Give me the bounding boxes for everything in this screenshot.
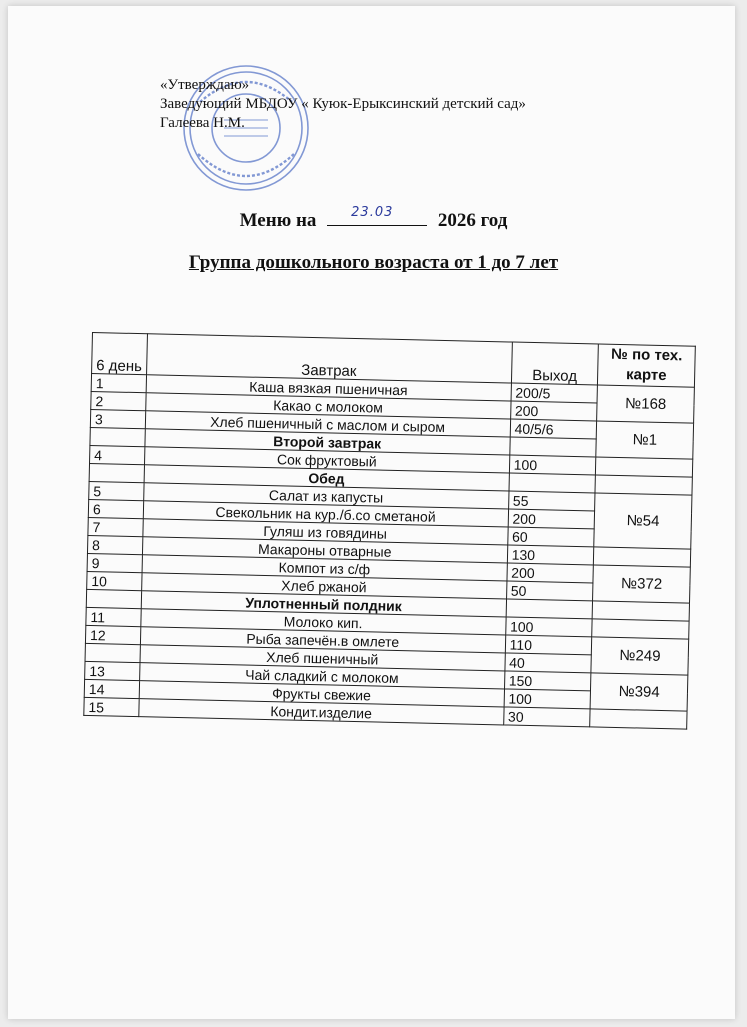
dish-name: Фрукты свежие: [139, 681, 504, 707]
table-body: [84, 374, 695, 730]
card-number: [592, 601, 689, 621]
output-value: 110: [505, 635, 592, 655]
output-value: 200: [510, 401, 597, 421]
output-value: 200: [507, 563, 594, 583]
row-number: 8: [87, 535, 142, 554]
row-number: [89, 463, 144, 482]
output-value: 55: [508, 491, 595, 511]
output-value: 130: [507, 545, 594, 565]
row-number: 4: [90, 445, 145, 464]
output-value: 200/5: [511, 383, 598, 403]
output-value: 60: [507, 527, 594, 547]
row-number: 6: [88, 499, 143, 518]
dish-name: Уплотненный полдник: [141, 591, 506, 617]
card-number: №372: [593, 565, 690, 603]
date-field: [327, 207, 427, 226]
card-number: [595, 475, 692, 495]
row-number: 3: [90, 409, 145, 428]
menu-year: 2026 год: [437, 210, 508, 231]
approval-line-1: «Утверждаю»: [160, 77, 250, 93]
dish-name: Хлеб пшеничный: [140, 645, 505, 671]
output-value: 40/5/6: [510, 419, 597, 439]
row-number: 1: [91, 374, 146, 393]
output-value: 30: [503, 707, 590, 727]
dish-name: Чай сладкий с молоком: [139, 663, 504, 689]
output-value: [506, 599, 593, 619]
header-output: Выход: [511, 342, 599, 385]
row-number: 12: [85, 625, 140, 644]
row-number: [85, 643, 140, 662]
dish-name: Гуляш из говядины: [143, 519, 508, 545]
dish-name: Кондит.изделие: [138, 699, 503, 725]
card-number: №249: [591, 637, 688, 675]
row-number: 7: [88, 517, 143, 536]
card-number: №168: [597, 385, 694, 423]
row-number: 15: [84, 697, 139, 716]
row-number: [90, 427, 145, 446]
dish-name: Макароны отварные: [142, 537, 507, 563]
dish-name: Второй завтрак: [145, 429, 510, 455]
header-day: 6 день: [92, 333, 148, 375]
approval-line-3: Галеева Н.М.: [160, 115, 245, 131]
dish-name: Молоко кип.: [141, 609, 506, 635]
output-value: 50: [506, 581, 593, 601]
card-number: №394: [590, 673, 687, 711]
row-number: [86, 589, 141, 608]
approval-block: [160, 76, 526, 133]
row-number: 14: [84, 679, 139, 698]
output-value: 200: [508, 509, 595, 529]
output-value: 40: [505, 653, 592, 673]
card-number: №54: [594, 493, 692, 549]
row-number: 10: [87, 571, 142, 590]
row-number: 11: [86, 607, 141, 626]
dish-name: Какао с молоком: [145, 393, 510, 419]
card-number: [594, 547, 691, 567]
output-value: 100: [505, 617, 592, 637]
header-card-number: № по тех. карте: [598, 344, 696, 387]
row-number: 13: [85, 661, 140, 680]
row-number: 9: [87, 553, 142, 572]
dish-name: Сок фруктовый: [144, 447, 509, 473]
approval-line-2: Заведующий МБДОУ « Куюк-Ерыксинский детский сад»: [160, 96, 526, 112]
card-number: [592, 619, 689, 639]
output-value: 150: [504, 671, 591, 691]
card-number: [590, 709, 687, 729]
dish-name: Каша вязкая пшеничная: [146, 375, 511, 401]
menu-table: [83, 332, 696, 730]
header-meal: Завтрак: [146, 334, 512, 383]
dish-name: Свекольник на кур./б.со сметаной: [143, 501, 508, 527]
dish-name: Рыба запечён.в омлете: [140, 627, 505, 653]
menu-title: [0, 207, 747, 232]
dish-name: Салат из капусты: [143, 483, 508, 509]
group-title: Группа дошкольного возраста от 1 до 7 лет: [188, 252, 559, 273]
dish-name: Обед: [144, 465, 509, 491]
handwritten-date: 23.03: [351, 205, 394, 220]
row-number: 5: [89, 481, 144, 500]
dish-name: Компот из с/ф: [142, 555, 507, 581]
row-number: 2: [91, 391, 146, 410]
dish-name: Хлеб ржаной: [141, 573, 506, 599]
card-number: [596, 457, 693, 477]
output-value: 100: [504, 689, 591, 709]
output-value: [509, 437, 596, 457]
output-value: [509, 473, 596, 493]
menu-title-prefix: Меню на: [239, 210, 317, 231]
dish-name: Хлеб пшеничный с маслом и сыром: [145, 411, 510, 437]
output-value: 100: [509, 455, 596, 475]
card-number: №1: [596, 421, 693, 459]
